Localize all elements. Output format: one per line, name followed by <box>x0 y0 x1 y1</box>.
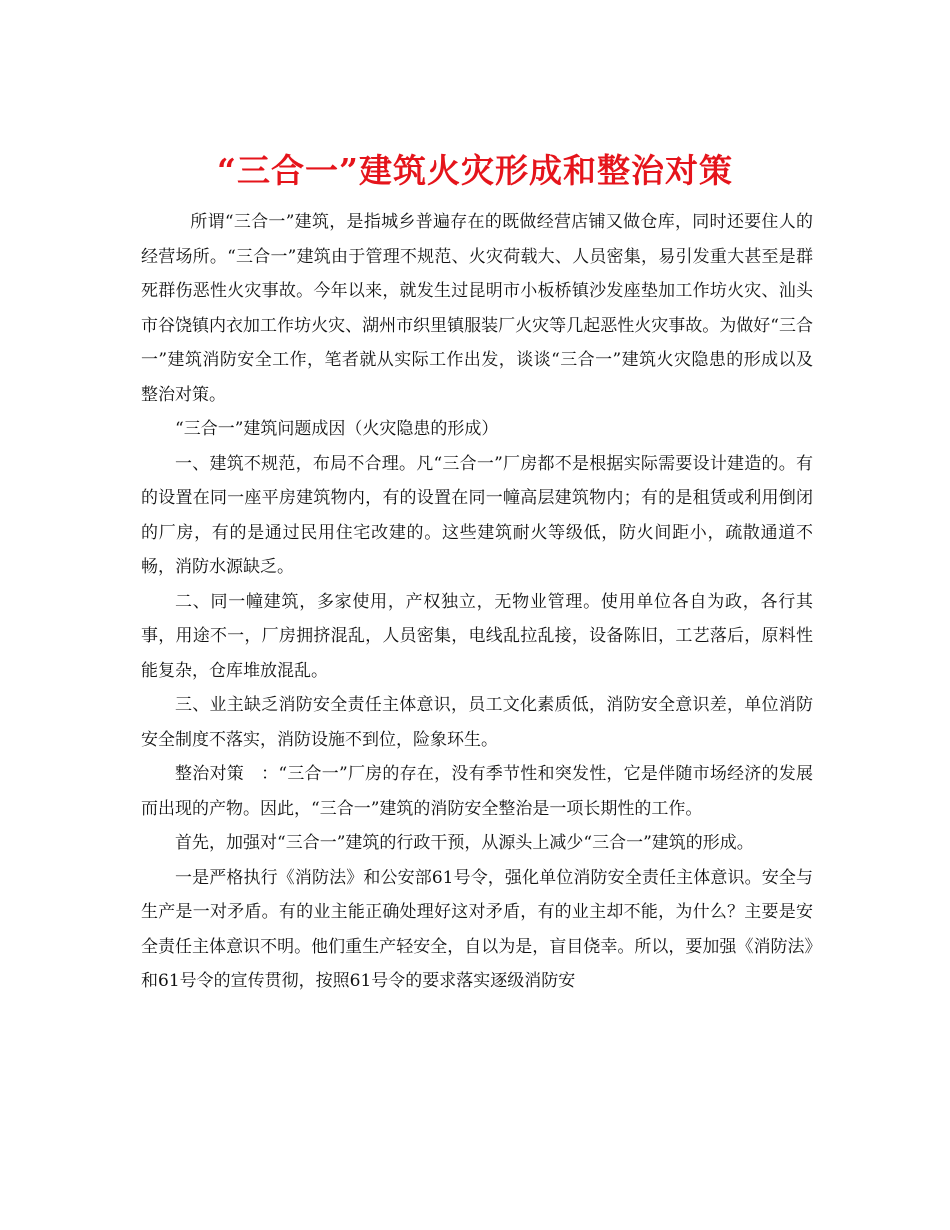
paragraph-section-heading: “三合一”建筑问题成因（火灾隐患的形成） <box>175 419 499 439</box>
paragraph-cause-2: 二、同一幢建筑，多家使用，产权独立，无物业管理。使用单位各自为政，各行其事，用途不一，厂房拥挤混乱，人员密集，电线乱拉乱接，设备陈旧，工艺落后，原料性能复杂，仓库堆放混乱。 <box>141 591 813 681</box>
document-body <box>141 205 813 999</box>
paragraph-cause-3: 三、业主缺乏消防安全责任主体意识，员工文化素质低，消防安全意识差，单位消防安全制度不落实，消防设施不到位，险象环生。 <box>141 695 813 750</box>
paragraph-intro: 所谓“三合一”建筑，是指城乡普遍存在的既做经营店铺又做仓库，同时还要住人的经营场所。“三合一”建筑由于管理不规范、火灾荷载大、人员密集，易引发重大甚至是群死群伤恶性火灾事故。今年以来，就发生过昆明市小板桥镇沙发座垫加工作坊火灾、汕头市谷饶镇内衣加工作坊火灾、湖州市织里镇服装厂火灾等几起恶性火灾事故。为做好“三合一”建筑消防安全工作，笔者就从实际工作出发，谈谈“三合一”建筑火灾隐患的形成以及整治对策。 <box>141 212 813 405</box>
paragraph-countermeasures: 整治对策 ：“三合一”厂房的存在，没有季节性和突发性，它是伴随市场经济的发展而出现的产物。因此，“三合一”建筑的消防安全整治是一项长期性的工作。 <box>141 764 813 819</box>
document-title: “三合一”建筑火灾形成和整治对策 <box>217 151 733 191</box>
paragraph-first-measure: 一是严格执行《消防法》和公安部61号令，强化单位消防安全责任主体意识。安全与生产是一对矛盾。有的业主能正确处理好这对矛盾，有的业主却不能，为什么？主要是安全责任主体意识不明。他们重生产轻安全，自以为是，盲目侥幸。所以，要加强《消防法》和61号令的宣传贯彻，按照61号令的要求落实逐级消防安 <box>141 867 813 991</box>
paragraph-cause-1: 一、建筑不规范，布局不合理。凡“三合一”厂房都不是根据实际需要设计建造的。有的设置在同一座平房建筑物内，有的设置在同一幢高层建筑物内；有的是租赁或利用倒闭的厂房，有的是通过民用住宅改建的。这些建筑耐火等级低，防火间距小，疏散通道不畅，消防水源缺乏。 <box>141 453 813 577</box>
paragraph-first-step: 首先，加强对“三合一”建筑的行政干预，从源头上减少“三合一”建筑的形成。 <box>175 833 754 853</box>
